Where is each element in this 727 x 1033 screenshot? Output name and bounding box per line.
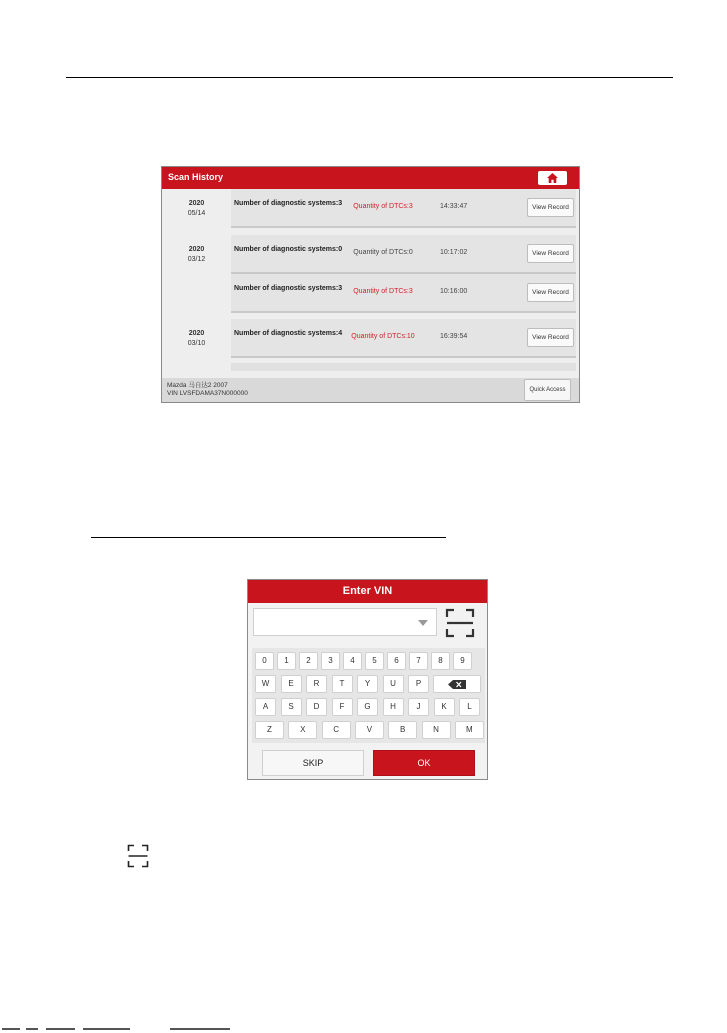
key-b[interactable]: B [388,721,417,739]
date-year: 2020 [188,330,205,337]
ok-button[interactable]: OK [373,750,475,776]
key-e[interactable]: E [281,675,302,693]
scan-history-header [162,167,579,189]
scan-record [231,319,576,358]
quick-access-button[interactable]: Quick Access [524,379,571,401]
record-time: 10:16:00 [440,288,468,295]
record-time: 14:33:47 [440,203,468,210]
scan-record [231,274,576,313]
key-7[interactable]: 7 [409,652,428,670]
page-bottom-fragment [0,1026,260,1033]
record-systems: Number of diagnostic systems:3 [234,200,343,207]
key-w[interactable]: W [255,675,276,693]
scan-record [231,235,576,274]
key-d[interactable]: D [306,698,327,716]
key-f[interactable]: F [332,698,353,716]
key-z[interactable]: Z [255,721,284,739]
record-systems: Number of diagnostic systems:0 [234,246,343,253]
date-group-3 [162,329,231,349]
key-4[interactable]: 4 [343,652,362,670]
date-group-1 [162,199,231,219]
key-u[interactable]: U [383,675,404,693]
key-m[interactable]: M [455,721,484,739]
record-dtc-count: Quantity of DTCs:3 [353,203,413,210]
key-t[interactable]: T [332,675,353,693]
key-6[interactable]: 6 [387,652,406,670]
enter-vin-dialog [247,579,488,780]
key-a[interactable]: A [255,698,276,716]
dropdown-arrow-icon[interactable] [418,620,428,626]
view-record-button[interactable]: View Record [527,283,574,302]
page-header-rule [66,77,673,78]
key-1[interactable]: 1 [277,652,296,670]
key-p[interactable]: P [408,675,429,693]
date-group-2 [162,245,231,265]
section-underline [91,537,446,538]
key-x[interactable]: X [288,721,317,739]
backspace-icon [448,680,466,689]
list-scroll-strip [231,363,576,371]
skip-button[interactable]: SKIP [262,750,364,776]
scan-record [231,189,576,228]
home-button[interactable] [538,171,567,185]
key-5[interactable]: 5 [365,652,384,670]
key-s[interactable]: S [281,698,302,716]
key-3[interactable]: 3 [321,652,340,670]
key-g[interactable]: G [357,698,378,716]
key-9[interactable]: 9 [453,652,472,670]
key-j[interactable]: J [408,698,429,716]
vehicle-vin: VIN LVSFDAMA37N000000 [167,390,248,397]
key-c[interactable]: C [322,721,351,739]
record-dtc-count: Quantity of DTCs:3 [353,288,413,295]
key-y[interactable]: Y [357,675,378,693]
record-dtc-count: Quantity of DTCs:0 [353,249,413,256]
key-r[interactable]: R [306,675,327,693]
record-systems: Number of diagnostic systems:3 [234,285,343,292]
home-icon [547,173,558,183]
backspace-key[interactable] [433,675,481,693]
key-h[interactable]: H [383,698,404,716]
enter-vin-title: Enter VIN [248,580,487,603]
record-time: 16:39:54 [440,333,468,340]
record-dtc-count: Quantity of DTCs:10 [351,333,415,340]
date-year: 2020 [188,200,205,207]
scan-frame-icon[interactable] [445,608,475,638]
key-0[interactable]: 0 [255,652,274,670]
vehicle-info-bar [162,378,579,403]
view-record-button[interactable]: View Record [527,328,574,347]
vehicle-model: Mazda 马自达2 2007 [167,382,228,389]
scan-frame-icon [127,844,149,868]
scan-history-list [162,189,579,378]
view-record-button[interactable]: View Record [527,198,574,217]
date-day: 03/10 [187,340,206,347]
key-8[interactable]: 8 [431,652,450,670]
vin-input[interactable] [253,608,437,636]
record-time: 10:17:02 [440,249,468,256]
view-record-button[interactable]: View Record [527,244,574,263]
key-v[interactable]: V [355,721,384,739]
scan-history-title: Scan History [168,172,224,182]
date-year: 2020 [188,246,205,253]
key-k[interactable]: K [434,698,455,716]
key-l[interactable]: L [459,698,480,716]
vehicle-info [167,382,248,398]
record-systems: Number of diagnostic systems:4 [234,330,343,337]
scan-history-screen [161,166,580,403]
key-2[interactable]: 2 [299,652,318,670]
date-day: 03/12 [187,256,206,263]
date-day: 05/14 [187,210,206,217]
vin-keyboard [252,648,485,743]
key-n[interactable]: N [422,721,451,739]
